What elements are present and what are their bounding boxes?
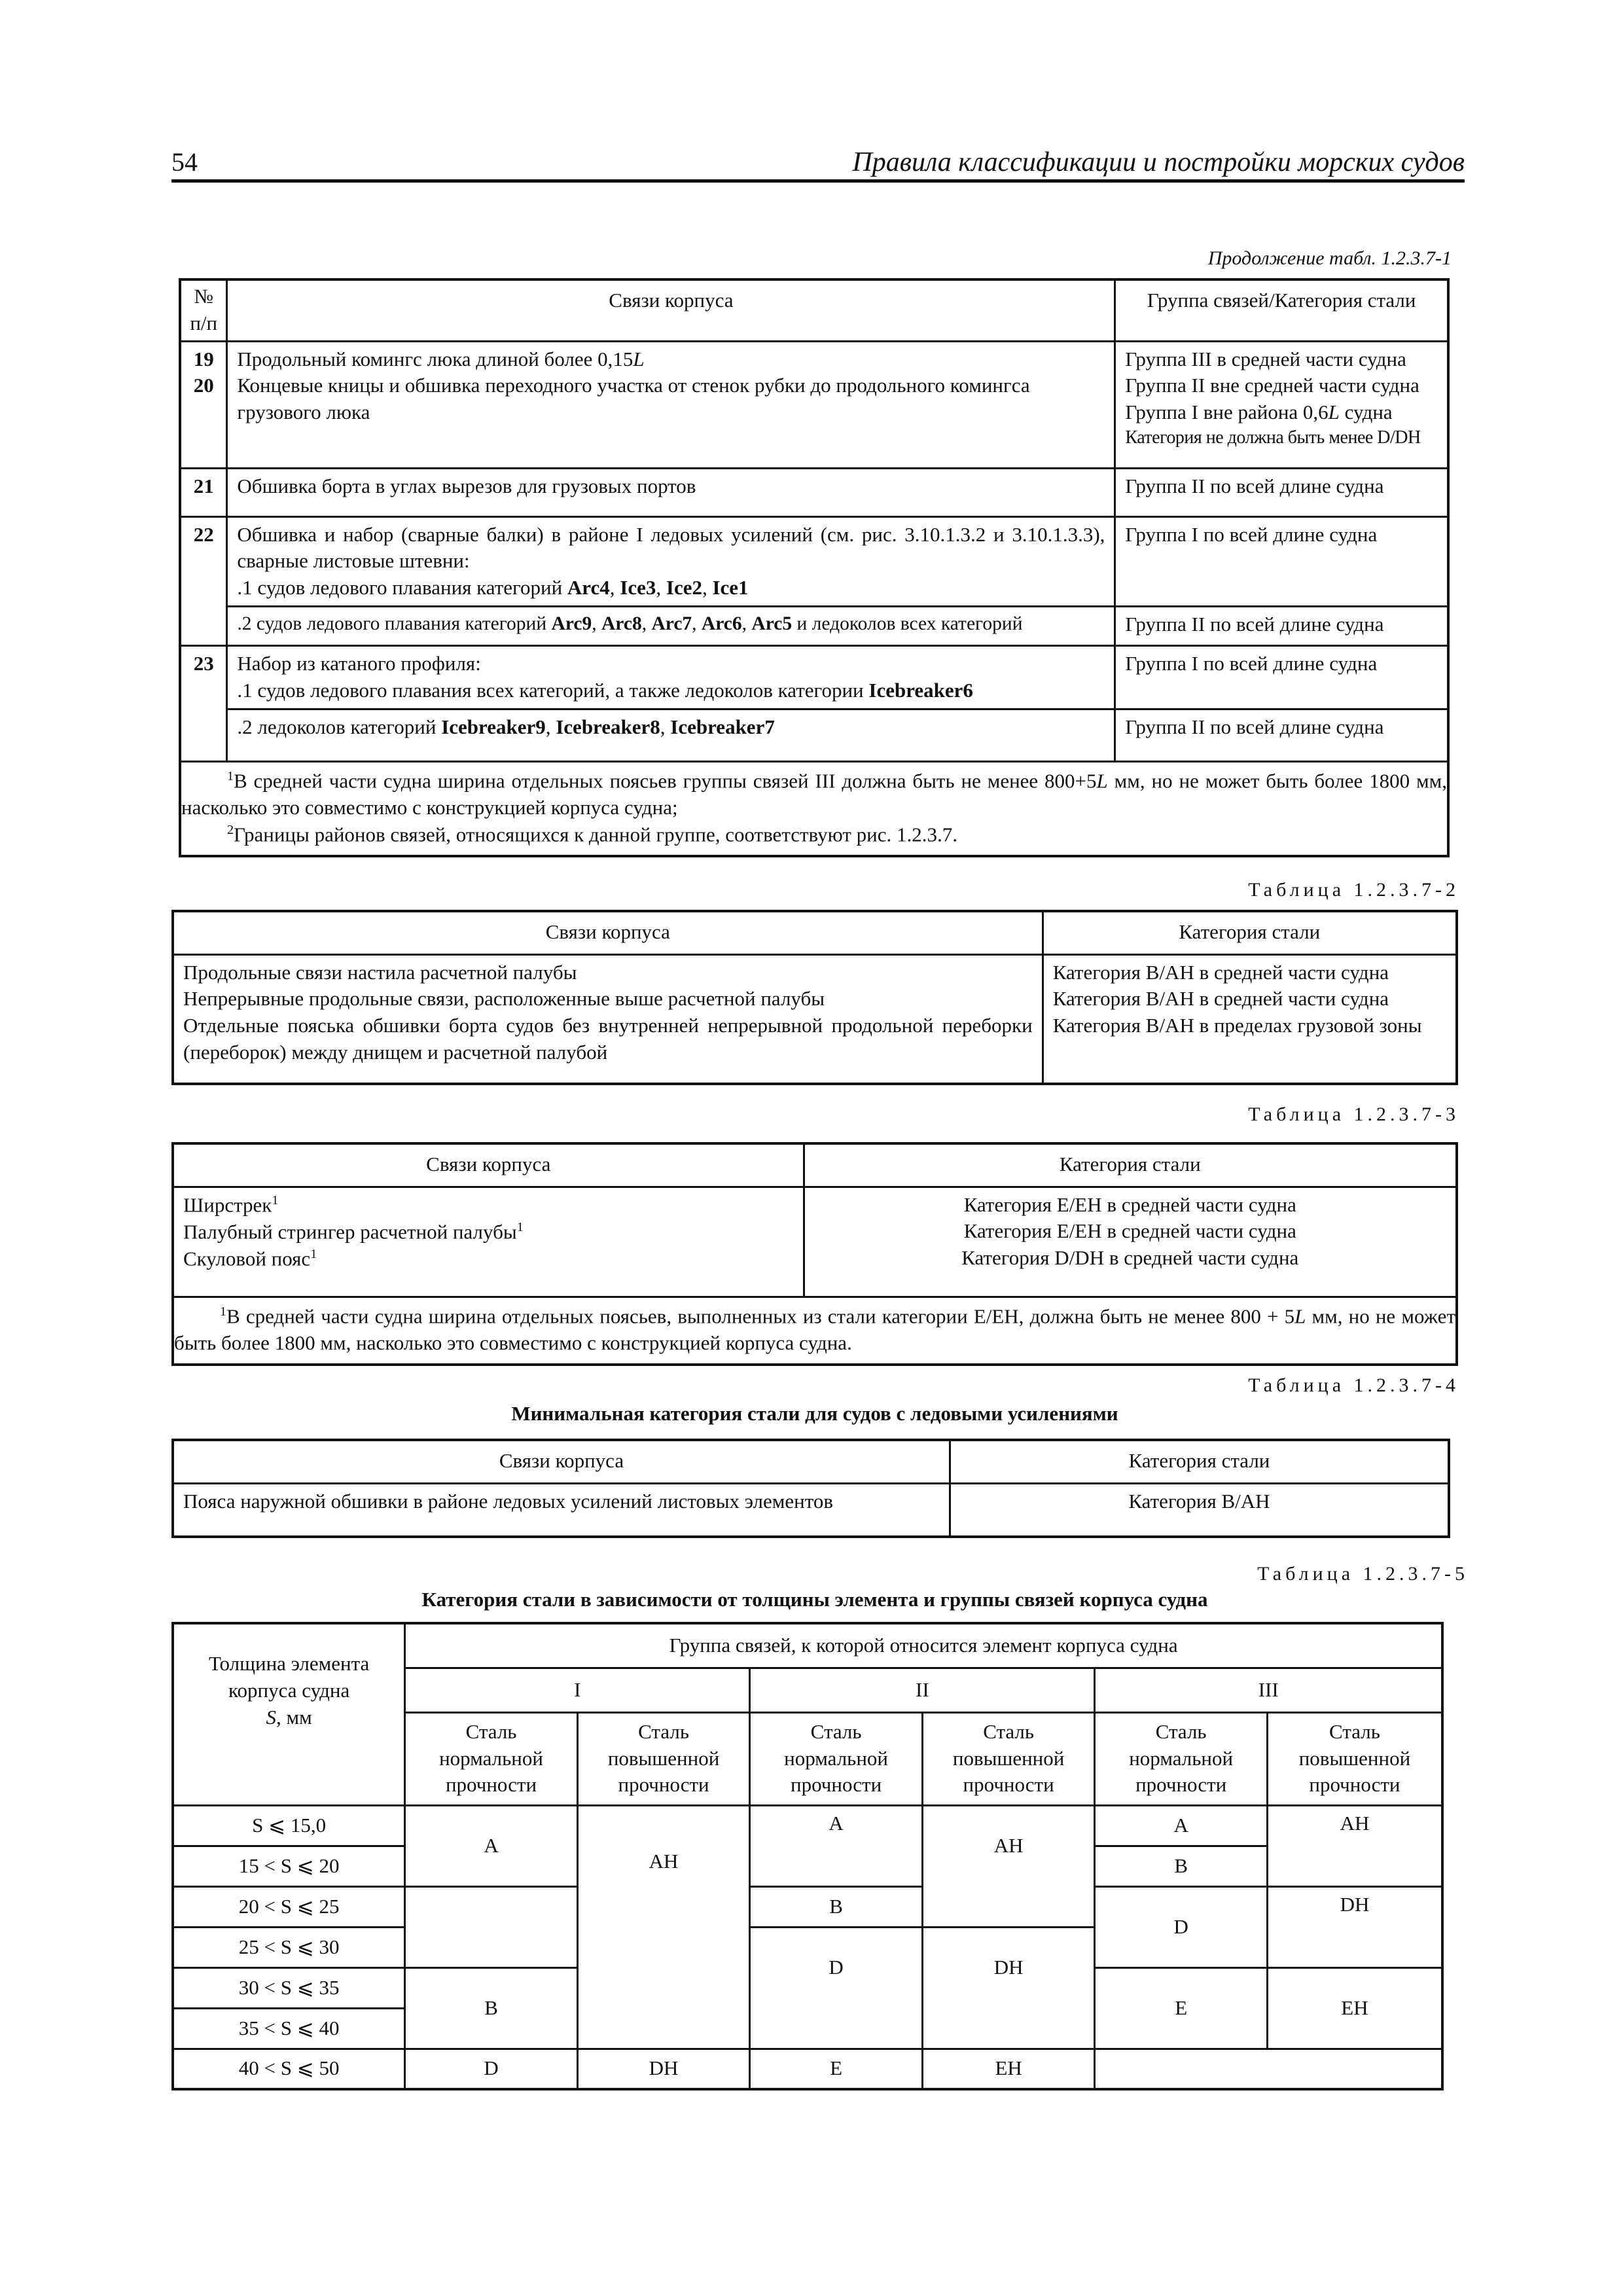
- table5-row: [173, 1886, 1442, 1927]
- table1-row-23-1: [180, 646, 1448, 709]
- table4-header-hull: Связи корпуса: [173, 1440, 950, 1483]
- table5-steel-normal: Сталь нормальной прочности: [1095, 1712, 1268, 1805]
- table5-group-ii: II: [750, 1668, 1095, 1712]
- table1-row-group: Группа II по всей длине судна: [1115, 468, 1448, 516]
- table-1-2-3-7-1: [179, 278, 1450, 857]
- table1-row-19-20: [180, 341, 1448, 468]
- table1-footnotes: $^1$В средней части судна ширина отдельных поясьев группы связей III должна быть не менее 800+5L мм, но не может быть более 1800 мм, насколько это совместимо с конструкцией корпуса судна; $^2$Границы районов связей, относящихся к данной группе, соответствуют рис. 1.2.3.7.: [180, 762, 1448, 857]
- table1-row-group: Группа I по всей длине судна: [1115, 646, 1448, 709]
- table5-cell-empty: [405, 1886, 578, 1967]
- table5-cell: D: [750, 1927, 923, 2049]
- table5-thickness-cell: 20 < S ⩽ 25: [173, 1886, 405, 1927]
- table1-caption: Продолжение табл. 1.2.3.7-1: [1207, 247, 1452, 269]
- table1-row-hull: Обшивка борта в углах вырезов для грузовых портов: [227, 468, 1115, 516]
- table-1-2-3-7-2: [171, 910, 1458, 1085]
- table5-thickness-cell: 35 < S ⩽ 40: [173, 2008, 405, 2049]
- table2-header-row: [173, 911, 1457, 954]
- table1-row-hull: Продольный комингс люка длиной более 0,15L Концевые кницы и обшивка переходного участка от стенок рубки до продольного комингса грузового люка: [227, 341, 1115, 468]
- table1-header-hull: Связи корпуса: [227, 279, 1115, 341]
- table1-row-num: 19 20: [180, 341, 227, 468]
- table5-cell: A: [1095, 1805, 1268, 1846]
- table3-hull-cell: Ширстрек$^1$ Палубный стрингер расчетной палубы$^1$ Скуловой пояс$^1$: [173, 1187, 804, 1297]
- table1-row-22-1: [180, 516, 1448, 607]
- table5-header-group: Группа связей, к которой относится элемент корпуса судна: [405, 1623, 1442, 1668]
- table3-cat-cell: Категория E/EH в средней части судна Категория E/EH в средней части судна Категория D/DH в средней части судна: [804, 1187, 1457, 1297]
- table5-cell: AH: [922, 1805, 1095, 1927]
- table5-thickness-cell: 25 < S ⩽ 30: [173, 1927, 405, 1967]
- table5-thickness-cell: 40 < S ⩽ 50: [173, 2049, 405, 2089]
- table1-header-row: [180, 279, 1448, 341]
- table5-cell: EH: [1267, 1967, 1442, 2049]
- table2-header-hull: Связи корпуса: [173, 911, 1043, 954]
- table1-row-num: 21: [180, 468, 227, 516]
- table5-steel-high: Сталь повышенной прочности: [1267, 1712, 1442, 1805]
- table1-row-group: Группа I по всей длине судна: [1115, 516, 1448, 607]
- page-header: [171, 145, 1465, 183]
- table5-steel-normal: Сталь нормальной прочности: [750, 1712, 923, 1805]
- table5-group-i: I: [405, 1668, 750, 1712]
- table5-steel-normal: Сталь нормальной прочности: [405, 1712, 578, 1805]
- table5-cell: EH: [922, 2049, 1095, 2089]
- table5-row: [173, 1805, 1442, 1846]
- table1-footnotes-row: [180, 762, 1448, 857]
- table5-cell: D: [1095, 1886, 1268, 1967]
- table5-cell: E: [750, 2049, 923, 2089]
- table1-row-num: 22: [180, 516, 227, 646]
- table5-cell: D: [405, 2049, 578, 2089]
- table5-cell: DH: [1267, 1886, 1442, 1967]
- table-1-2-3-7-3: [171, 1142, 1458, 1366]
- table3-footnote: $^1$В средней части судна ширина отдельных поясьев, выполненных из стали категории E/EH, должна быть не менее 800 + 5L мм, но не может быть более 1800 мм, насколько это совместимо с конструкцией корпуса судна.: [173, 1297, 1457, 1365]
- table5-thickness-cell: 30 < S ⩽ 35: [173, 1967, 405, 2008]
- table-1-2-3-7-5: [171, 1622, 1444, 2090]
- table1-row-21: [180, 468, 1448, 516]
- table3-body-row: [173, 1187, 1457, 1297]
- table2-cat-cell: Категория B/AH в средней части судна Категория B/AH в средней части судна Категория B/AH в пределах грузовой зоны: [1043, 954, 1457, 1084]
- table5-row: [173, 2049, 1442, 2089]
- table4-title: Минимальная категория стали для судов с ледовыми усилениями: [511, 1402, 1118, 1425]
- table5-cell: B: [1095, 1846, 1268, 1886]
- table3-header-row: [173, 1143, 1457, 1187]
- table5-cell: AH: [577, 1805, 750, 2049]
- table5-title: Категория стали в зависимости от толщины элемента и группы связей корпуса судна: [421, 1588, 1208, 1611]
- table5-cell: B: [405, 1967, 578, 2049]
- table4-cat-cell: Категория B/AH: [950, 1483, 1449, 1537]
- table5-cell: A: [750, 1805, 923, 1886]
- table5-cell: B: [750, 1886, 923, 1927]
- table-1-2-3-7-4: [171, 1439, 1450, 1538]
- table1-row-group: Группа II по всей длине судна: [1115, 607, 1448, 646]
- table5-steel-high: Сталь повышенной прочности: [577, 1712, 750, 1805]
- table4-caption: Таблица 1.2.3.7-4: [1248, 1374, 1459, 1396]
- table5-thickness-cell: 15 < S ⩽ 20: [173, 1846, 405, 1886]
- table1-header-num: № п/п: [180, 279, 227, 341]
- table3-footnote-row: [173, 1297, 1457, 1365]
- table2-body-row: [173, 954, 1457, 1084]
- table4-header-row: [173, 1440, 1449, 1483]
- table5-cell: DH: [577, 2049, 750, 2089]
- table1-row-hull: Обшивка и набор (сварные балки) в районе I ледовых усилений (см. рис. 3.10.1.3.2 и 3.10.1.3.3), сварные листовые штевни: .1 судов ледового плавания категорий Arc4, Ice3, Ice2, Ice1: [227, 516, 1115, 607]
- table1-row-group: Группа II по всей длине судна: [1115, 709, 1448, 762]
- table5-caption: Таблица 1.2.3.7-5: [1257, 1563, 1469, 1585]
- table4-hull-cell: Пояса наружной обшивки в районе ледовых усилений листовых элементов: [173, 1483, 950, 1537]
- table5-cell-empty: [1095, 2049, 1442, 2089]
- table1-row-22-2: [180, 607, 1448, 646]
- table2-header-cat: Категория стали: [1043, 911, 1457, 954]
- table5-header-thickness: Толщина элемента корпуса судна S, мм: [173, 1623, 405, 1805]
- table5-cell: A: [405, 1805, 578, 1886]
- table1-row-hull: Набор из катаного профиля: .1 судов ледового плавания всех категорий, а также ледоколов категории Icebreaker6: [227, 646, 1115, 709]
- table1-header-group: Группа связей/Категория стали: [1115, 279, 1448, 341]
- table1-row-23-2: [180, 709, 1448, 762]
- table3-caption: Таблица 1.2.3.7-3: [1248, 1103, 1459, 1125]
- page-number: 54: [171, 147, 198, 177]
- table3-header-cat: Категория стали: [804, 1143, 1457, 1187]
- running-title: Правила классификации и постройки морских судов: [852, 147, 1465, 177]
- table1-row-hull: .2 ледоколов категорий Icebreaker9, Icebreaker8, Icebreaker7: [227, 709, 1115, 762]
- table1-row-num: 23: [180, 646, 227, 762]
- table3-header-hull: Связи корпуса: [173, 1143, 804, 1187]
- table1-row-hull: .2 судов ледового плавания категорий Arc9, Arc8, Arc7, Arc6, Arc5 и ледоколов всех категорий: [227, 607, 1115, 646]
- table4-body-row: [173, 1483, 1449, 1537]
- table4-header-cat: Категория стали: [950, 1440, 1449, 1483]
- table5-group-iii: III: [1095, 1668, 1442, 1712]
- table5-cell: DH: [922, 1927, 1095, 2049]
- table5-thickness-cell: S ⩽ 15,0: [173, 1805, 405, 1846]
- table2-hull-cell: Продольные связи настила расчетной палубы Непрерывные продольные связи, расположенные выше расчетной палубы Отдельные пояська обшивки борта судов без внутренней непрерывной продольной переборки (переборок) между днищем и расчетной палубой: [173, 954, 1043, 1084]
- table5-cell: AH: [1267, 1805, 1442, 1886]
- table1-row-group: Группа III в средней части судна Группа II вне средней части судна Группа I вне района 0,6L судна Категория не должна быть менее D/DH: [1115, 341, 1448, 468]
- table2-caption: Таблица 1.2.3.7-2: [1248, 879, 1459, 901]
- table5-steel-high: Сталь повышенной прочности: [922, 1712, 1095, 1805]
- table5-cell: E: [1095, 1967, 1268, 2049]
- table5-header-row-1: [173, 1623, 1442, 1668]
